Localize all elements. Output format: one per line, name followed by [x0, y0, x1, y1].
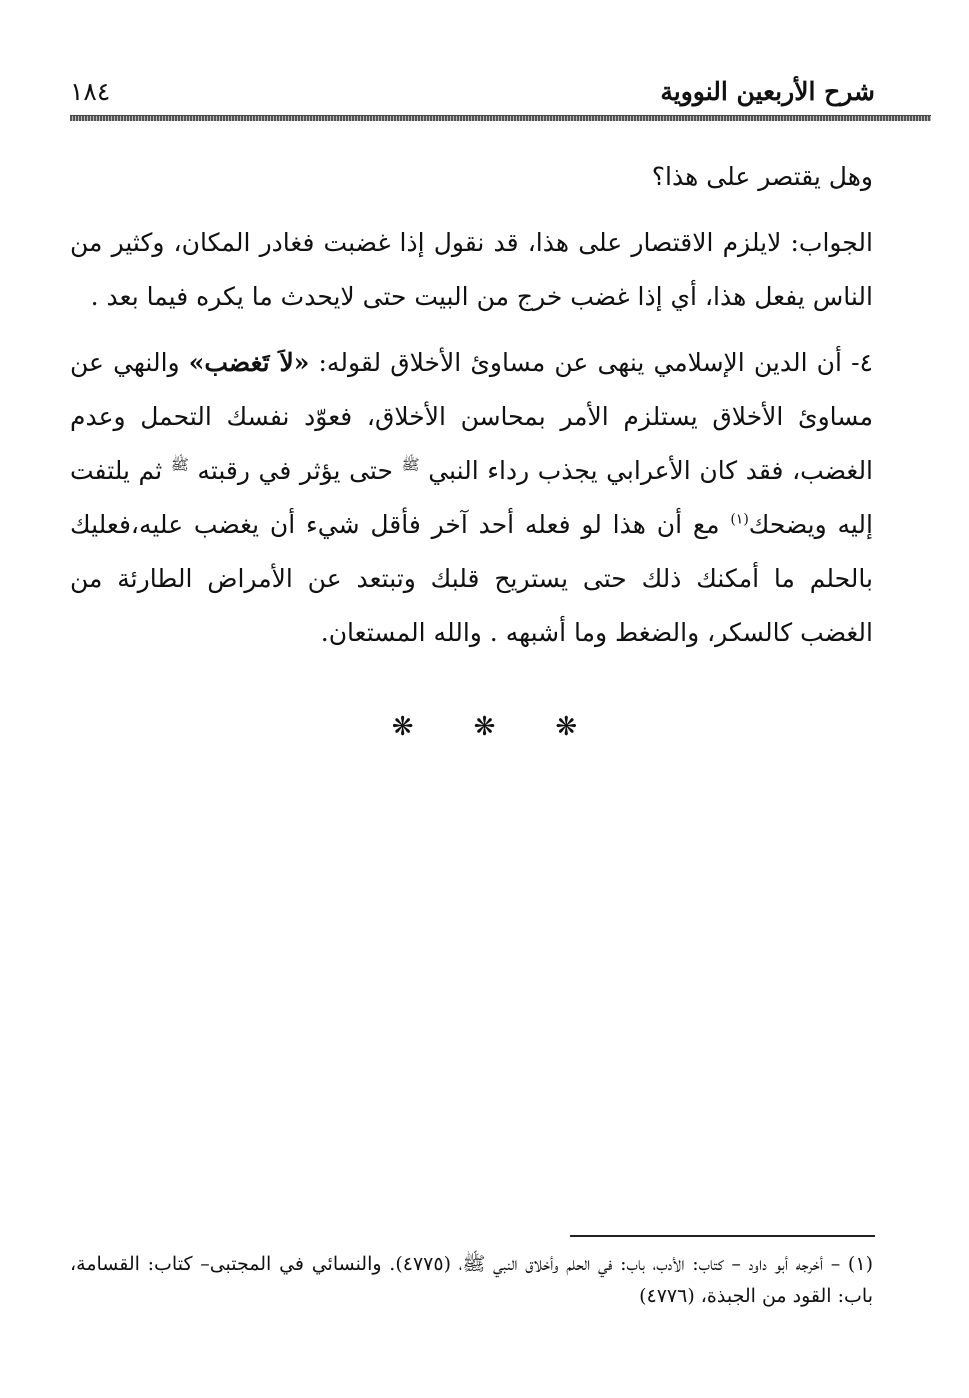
footnotes — [70, 1248, 873, 1312]
star-ornament: ❋ — [555, 712, 578, 742]
footnote-1: (١) – أخرجه أبو داود – كتاب: الأدب، باب: في الحلم وأخلاق النبي ﷺ، (٤٧٧٥). والنسائي في المجتبى– كتاب: القسامة، باب: القود من الجبذة، (٤٧٧٦) — [70, 1253, 873, 1307]
star-ornament: ❋ — [473, 712, 496, 742]
honorific-symbol: ﷺ — [170, 455, 189, 474]
point-4-text-2: حتى يؤثر في رقبته — [188, 456, 402, 485]
header-rule — [70, 115, 931, 121]
footnote-reference[interactable]: (١) — [730, 511, 749, 528]
hadith-quote: «لاَ تَغضب» — [188, 348, 310, 377]
point-4-text-3: ثم يلتفت إليه ويضحك — [70, 456, 873, 539]
page-number: ١٨٤ — [70, 77, 111, 106]
point-4-text: والنهي عن مساوئ الأخلاق يستلزم الأمر بمحاسن الأخلاق، فعوّد نفسك التحمل وعدم الغضب، فقد كان الأعرابي يجذب رداء النبي — [70, 348, 874, 485]
running-header — [70, 70, 875, 114]
star-ornament: ❋ — [391, 712, 414, 742]
question-paragraph: وهل يقتصر على هذا؟ — [651, 162, 873, 191]
point-4-text-end: مع أن هذا لو فعله أحد آخر فأقل شيء أن يغضب عليه،فعليك بالحلم ما أمكنك ذلك حتى يستريح قلبك وتبتعد عن الأمراض الطارئة من الغضب كالسكر، والضغط وما أشبهه . والله المستعان. — [70, 510, 873, 647]
footnote-rule — [570, 1235, 875, 1237]
answer-paragraph: الجواب: لايلزم الاقتصار على هذا، قد نقول إذا غضبت فغادر المكان، وكثير من الناس يفعل هذا، أي إذا غضب خرج من البيت حتى لايحدث ما يكره فيما بعد . — [70, 228, 873, 311]
main-text — [70, 150, 873, 672]
section-separator — [0, 712, 969, 742]
book-title: شرح الأربعين النووية — [660, 77, 875, 106]
point-4-intro: ٤- أن الدين الإسلامي ينهى عن مساوئ الأخلاق لقوله: — [309, 348, 873, 377]
honorific-symbol: ﷺ — [401, 455, 420, 474]
point-4-paragraph — [70, 336, 873, 660]
